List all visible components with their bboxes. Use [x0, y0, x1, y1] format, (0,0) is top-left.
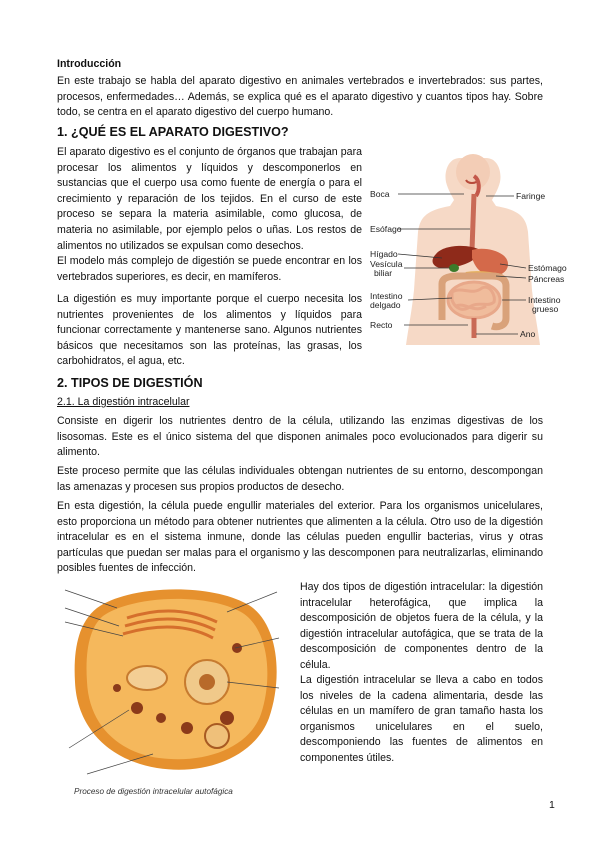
- section2-paragraph-5: La digestión intracelular se lleva a cabo en todos los niveles de la cadena alimentaria, desde las células en un mamífero de gran tamaño hasta los organismos unicelulares en el suelo, descomponiendo las fuentes de alimentos en componentes útiles.: [300, 674, 543, 764]
- cell-illustration: [57, 578, 291, 780]
- digestive-system-figure: [368, 150, 578, 345]
- intro-heading: Introducción: [57, 58, 122, 70]
- label-boca: Boca: [370, 189, 390, 199]
- label-vesicula: Vesícula: [370, 259, 403, 269]
- digestive-system-illustration: [368, 150, 578, 345]
- cell-figure: [57, 578, 291, 780]
- section1-paragraph-3: La digestión es muy importante porque el cuerpo necesita los nutrientes provenientes de los alimentos y líquidos para funcionar correctamente y mantenerse sano. Algunos nutrientes básicos que necesitamos son las proteínas, las grasas, los carbohidratos, el agua, etc.: [57, 293, 362, 368]
- label-esofago: Esófago: [370, 224, 402, 234]
- section1-paragraph-2: El modelo más complejo de digestión se puede encontrar en los vertebrados superiores, es decir, en mamíferos.: [57, 255, 362, 283]
- label-faringe: Faringe: [516, 191, 546, 201]
- figure-caption: Proceso de digestión intracelular autofágica: [74, 787, 233, 796]
- section2-paragraph-1: Consiste en digerir los nutrientes dentro de la célula, utilizando las enzimas digestivas de los lisosomas. Este es el único sistema del que disponen animales poco evolucionados para digerir su alimento.: [57, 415, 543, 459]
- section2-subtitle: 2.1. La digestión intracelular: [57, 396, 190, 408]
- label-estomago: Estómago: [528, 263, 567, 273]
- label-ano: Ano: [520, 329, 536, 339]
- section2-paragraph-2: Este proceso permite que las células individuales obtengan nutrientes de su entorno, descompongan las amenazas y procesen sus propios productos de desecho.: [57, 465, 543, 493]
- label-higado: Hígado: [370, 249, 398, 259]
- section1-title: 1. ¿QUÉ ES EL APARATO DIGESTIVO?: [57, 125, 289, 139]
- section2-paragraph-4: Hay dos tipos de digestión intracelular: la digestión intracelular heterofágica, que implica la descomposición de objetos fuera de la célula, y la digestión intracelular autofágica, que se trata de la descomposición de componentes dentro de la célula.: [300, 581, 543, 671]
- section2-title: 2. TIPOS DE DIGESTIÓN: [57, 376, 203, 390]
- label-intestino-grueso-2: grueso: [532, 304, 559, 314]
- section1-paragraph-1: El aparato digestivo es el conjunto de órganos que trabajan para procesar los alimentos y líquidos y descomponerlos en sustancias que el cuerpo usa como fuente de energía o para el crecimiento y reparación de los tejidos. En el curso de este proceso se separa la materia asimilable, como glucosa, de materia no asimilable, por ejemplo pelos o uñas. Los restos de alimentos no utilizados se expulsan como desechos.: [57, 146, 362, 252]
- label-biliar: biliar: [374, 268, 393, 278]
- intro-text: En este trabajo se habla del aparato digestivo en animales vertebrados e invertebrados: sus partes, procesos, enfermedades… Además, se explica qué es el aparato digestivo y cuantos tipos hay. Sobre todo, se centra en el aparato digestivo del cuerpo humano.: [57, 75, 543, 119]
- label-pancreas: Páncreas: [528, 274, 565, 284]
- section2-paragraph-3: En esta digestión, la célula puede engullir materiales del exterior. Para los organismos unicelulares, esto proporciona un método para obtener nutrientes que alimenten a la célula. Otro uso de la digestión intracelular es en el sistema inmune, donde las células pueden engullir bacterias, virus y otras partículas que puedan ser malas para el organismo y las descomponen para neutralizarlas, eliminando posibles fuentes de infección.: [57, 500, 543, 575]
- label-intestino-grueso-1: Intestino: [528, 295, 561, 305]
- label-intestino-delgado-2: delgado: [370, 300, 401, 310]
- label-recto: Recto: [370, 320, 393, 330]
- page-number: 1: [549, 799, 555, 811]
- label-intestino-delgado-1: Intestino: [370, 291, 403, 301]
